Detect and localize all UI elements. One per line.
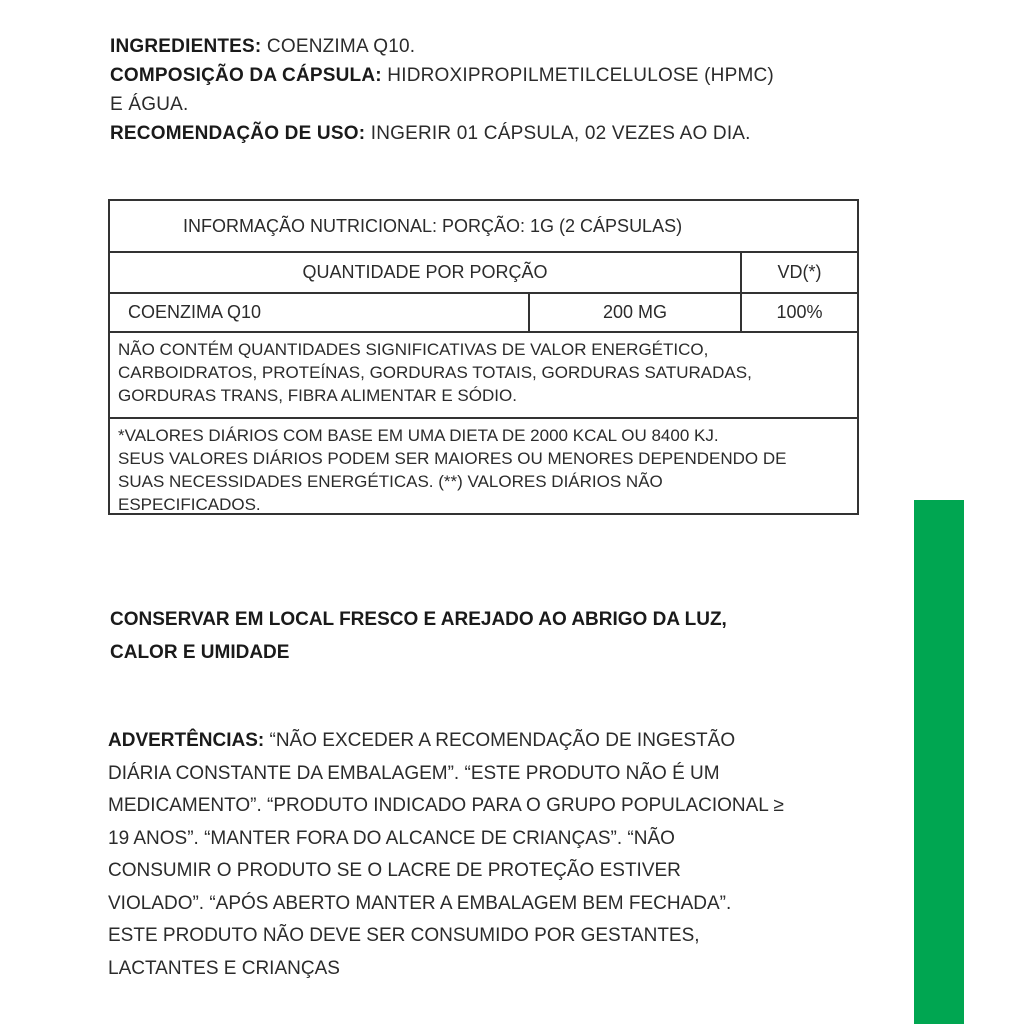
nutrition-note-line: CARBOIDRATOS, PROTEÍNAS, GORDURAS TOTAIS, GORDURAS SATURADAS, [118,363,752,382]
warnings-label: ADVERTÊNCIAS: [108,730,265,751]
nutrition-note [110,333,857,419]
capsule-line [110,61,870,90]
capsule-value: HIDROXIPROPILMETILCELULOSE (HPMC) [381,65,774,86]
ingredients-value: COENZIMA Q10. [261,36,416,57]
warnings-block [108,725,878,985]
nutrition-table-title-row [110,201,857,253]
nutrition-table [108,199,859,515]
warnings-line: LACTANTES E CRIANÇAS [108,957,340,979]
green-accent-bar [914,500,964,1024]
product-info-block [110,32,870,148]
storage-line: CONSERVAR EM LOCAL FRESCO E AREJADO AO ABRIGO DA LUZ, [110,609,727,630]
warnings-line: DIÁRIA CONSTANTE DA EMBALAGEM”. “ESTE PRODUTO NÃO É UM [108,762,720,784]
warnings-first-line [108,725,878,758]
nutrient-vd: 100% [776,302,823,322]
header-quantity: QUANTIDADE POR PORÇÃO [110,253,742,292]
warnings-line: CONSUMIR O PRODUTO SE O LACRE DE PROTEÇÃO ESTIVER [108,860,681,881]
warnings-line: 19 ANOS”. “MANTER FORA DO ALCANCE DE CRIANÇAS”. “NÃO [108,827,675,849]
footnote-line: *VALORES DIÁRIOS COM BASE EM UMA DIETA DE 2000 KCAL OU 8400 KJ. [118,426,719,445]
nutrient-amount: 200 MG [530,294,742,331]
ingredients-label: INGREDIENTES: [110,36,262,57]
warnings-line: VIOLADO”. “APÓS ABERTO MANTER A EMBALAGEM BEM FECHADA”. [108,892,732,914]
nutrition-note-line: NÃO CONTÉM QUANTIDADES SIGNIFICATIVAS DE VALOR ENERGÉTICO, [118,340,709,359]
nutrition-footnote [110,419,857,513]
nutrition-table-title: INFORMAÇÃO NUTRICIONAL: PORÇÃO: 1G (2 CÁPSULAS) [183,215,683,236]
warnings-line: ESTE PRODUTO NÃO DEVE SER CONSUMIDO POR GESTANTES, [108,925,700,946]
nutrition-note-line: GORDURAS TRANS, FIBRA ALIMENTAR E SÓDIO. [118,386,517,405]
nutrient-name: COENZIMA Q10 [110,294,530,331]
nutrition-table-header-row [110,253,857,294]
usage-value: INGERIR 01 CÁPSULA, 02 VEZES AO DIA. [365,123,751,144]
table-row [110,294,857,333]
footnote-line: ESPECIFICADOS. [118,495,261,514]
storage-instructions [110,603,870,669]
footnote-line: SEUS VALORES DIÁRIOS PODEM SER MAIORES OU MENORES DEPENDENDO DE [118,449,787,468]
ingredients-line [110,32,870,61]
storage-line: CALOR E UMIDADE [110,642,290,663]
capsule-line-2: E ÁGUA. [110,94,189,115]
usage-label: RECOMENDAÇÃO DE USO: [110,123,366,144]
footnote-line: SUAS NECESSIDADES ENERGÉTICAS. (**) VALORES DIÁRIOS NÃO [118,472,663,491]
warnings-line: MEDICAMENTO”. “PRODUTO INDICADO PARA O GRUPO POPULACIONAL ≥ [108,795,784,816]
capsule-label: COMPOSIÇÃO DA CÁPSULA: [110,65,382,86]
usage-line [110,119,870,148]
header-vd: VD(*) [777,262,822,282]
warnings-text: “NÃO EXCEDER A RECOMENDAÇÃO DE INGESTÃO [264,730,736,751]
